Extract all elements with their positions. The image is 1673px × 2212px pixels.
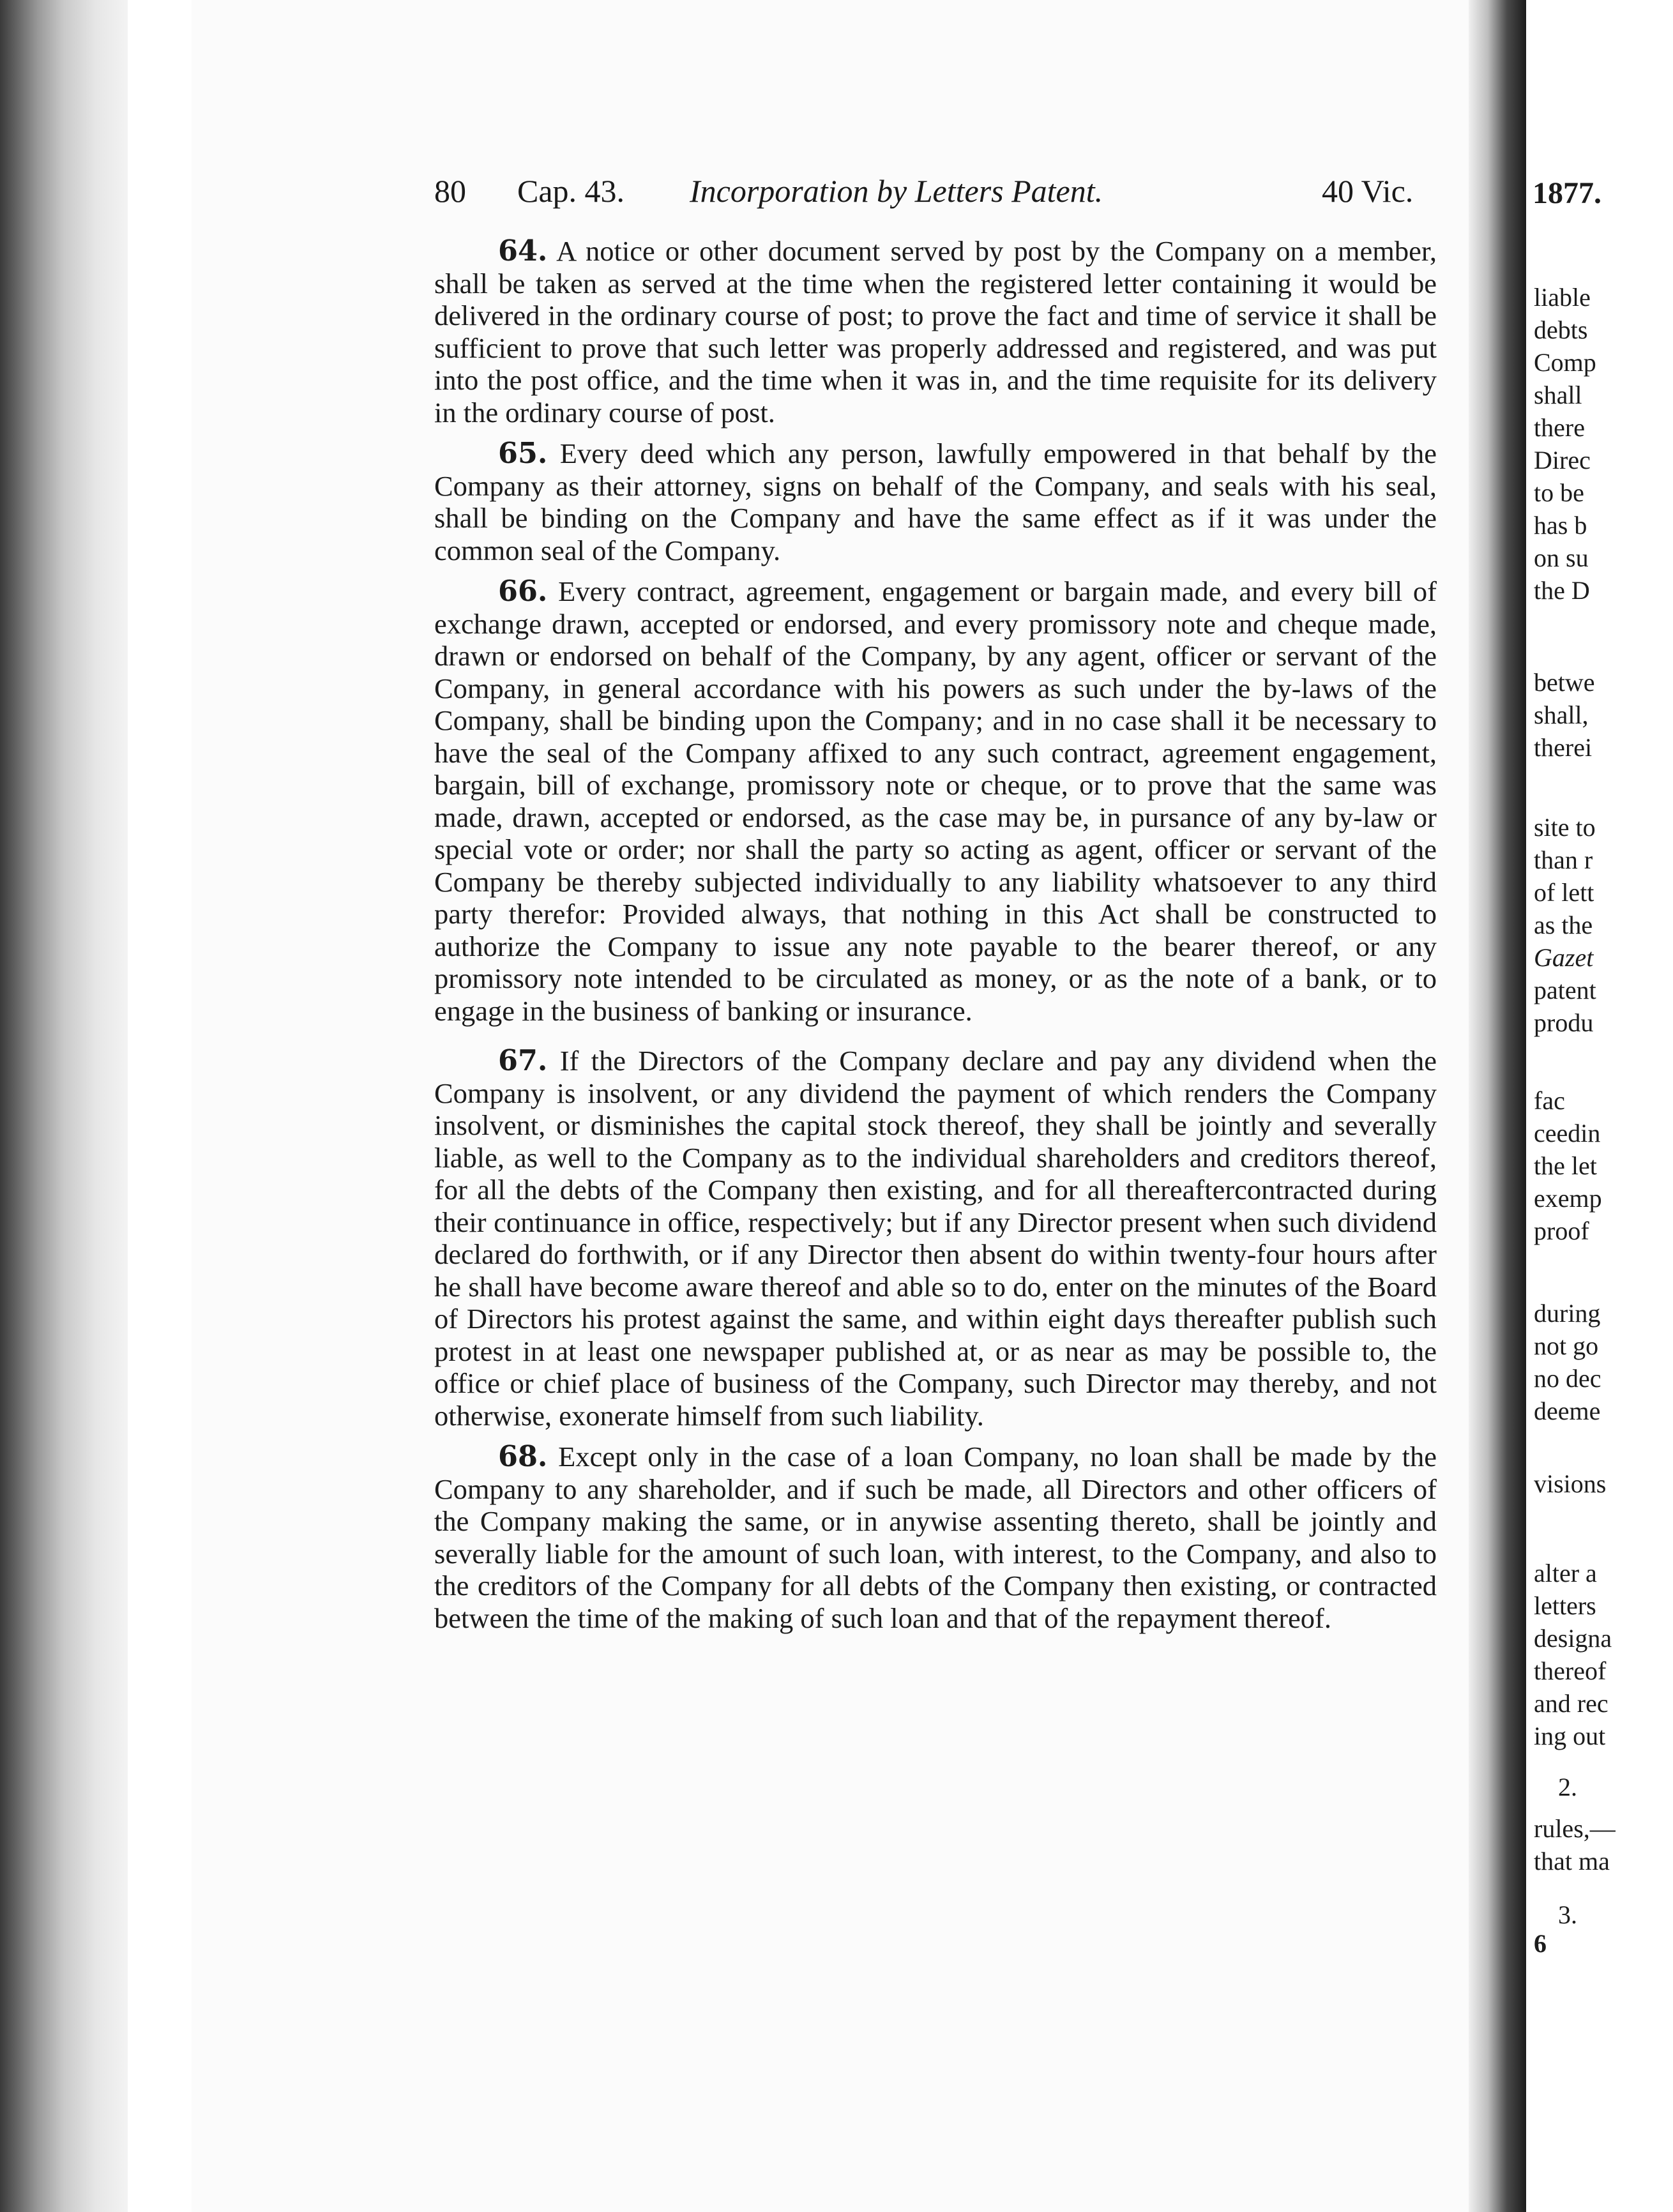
section-text: Except only in the case of a loan Company, no loan shall be made by the Company to any shareholder, and if such be made, all Directors and other officers of the Company making the same, or in anywise assenting thereto, shall be jointly and severally liable for the amount of such loan, with interest, to the Company, and also to the creditors of the Company for all debts of the Company then existing, or contracted between the time of the making of such loan and that of the repayment thereof. <box>434 1441 1437 1634</box>
facing-line: to be <box>1534 478 1584 507</box>
facing-line: on su <box>1534 543 1589 572</box>
facing-line: patent <box>1534 976 1596 1004</box>
facing-line: proof <box>1534 1216 1589 1245</box>
facing-line: betwe <box>1534 668 1595 697</box>
facing-line: rules,— <box>1534 1814 1616 1843</box>
facing-line: designa <box>1534 1624 1612 1653</box>
facing-line: there <box>1534 413 1585 442</box>
facing-line: site to <box>1534 813 1596 842</box>
section-65 <box>434 437 1437 566</box>
main-text <box>434 235 1437 1643</box>
facing-line: and rec <box>1534 1689 1609 1718</box>
facing-line: Gazet <box>1534 943 1594 972</box>
facing-line: has b <box>1534 511 1587 540</box>
book-gutter <box>1469 0 1526 2212</box>
facing-line: visions <box>1534 1469 1607 1498</box>
facing-line: Comp <box>1534 348 1596 377</box>
section-text: Every contract, agreement, engagement or bargain made, and every bill of exchange drawn, accepted or endorsed, and every promissory note and cheque made, drawn or endorsed on behalf of the Company, by any agent, officer or servant of the Company, in general accordance with his powers as such under the by-laws of the Company, shall be binding upon the Company; and in no case shall it be necessary to have the seal of the Company affixed to any such contract, agreement engagement, bargain, bill of exchange, promissory note or cheque, or to prove that the same was made, drawn, accepted or endorsed, as the case may be, in pursance of any by-law or special vote or order; nor shall the party so acting as agent, officer or servant of the Company be thereby subjected individually to any liability whatsoever to any third party therefor: Provided always, that nothing in this Act shall be constructed to authorize the Company to issue any note payable to the bearer thereof, or any promissory note intended to be circulated as money, or as the note of a bank, or to engage in the business of banking or insurance. <box>434 575 1437 1027</box>
facing-line: no dec <box>1534 1364 1601 1393</box>
facing-page-year: 1877. <box>1533 176 1601 210</box>
section-67 <box>434 1045 1437 1432</box>
facing-line: the D <box>1534 576 1590 605</box>
running-header <box>434 172 1437 211</box>
section-text: Every deed which any person, lawfully empowered in that behalf by the Company as their attorney, signs on behalf of the Company, and seals with his seal, shall be binding on the Company and have the same effect as if it was under the common seal of the Company. <box>434 437 1437 566</box>
section-number: 66. <box>498 575 548 608</box>
running-title: Incorporation by Letters Patent. <box>690 173 1103 209</box>
facing-line: deeme <box>1534 1397 1601 1425</box>
facing-line: 6 <box>1534 1929 1547 1958</box>
section-64 <box>434 235 1437 428</box>
facing-line: of lett <box>1534 878 1594 907</box>
facing-line: the let <box>1534 1151 1597 1180</box>
facing-line: letters <box>1534 1591 1596 1620</box>
section-text: If the Directors of the Company declare and pay any dividend when the Company is insolvent, or any dividend the payment of which renders the Company insolvent, or disminishes the capital stock thereof, they shall be jointly and severally liable, as well to the Company as to the individual shareholders and creditors thereof, for all the debts of the Company then existing, and for all thereaftercontracted during their continuance in office, respectively; but if any Director present when such dividend declared do forthwith, or if any Director then absent do within twenty-four hours after he shall have become aware thereof and able so to do, enter on the minutes of the Board of Directors his protest against the same, and within eight days thereafter publish such protest in at least one newspaper published at, or as near as may be possible to, the office or chief place of business of the Company, such Director may thereby, and not otherwise, exonerate himself from such liability. <box>434 1045 1437 1432</box>
section-66 <box>434 575 1437 1027</box>
facing-line: 3. <box>1558 1900 1577 1929</box>
facing-line: liable <box>1534 283 1591 312</box>
facing-line: produ <box>1534 1008 1594 1037</box>
facing-line: fac <box>1534 1086 1565 1115</box>
facing-line: debts <box>1534 315 1588 344</box>
facing-line: during <box>1534 1299 1601 1328</box>
facing-line: that ma <box>1534 1847 1610 1875</box>
facing-line: ceedin <box>1534 1119 1601 1148</box>
page-number: 80 <box>434 173 466 209</box>
chapter-label: Cap. 43. <box>517 173 625 209</box>
facing-page <box>1526 0 1673 2212</box>
regnal-year: 40 Vic. <box>1322 173 1414 209</box>
facing-line: 2. <box>1558 1773 1577 1801</box>
facing-line: Direc <box>1534 446 1591 474</box>
section-text: A notice or other document served by post by the Company on a member, shall be taken as served at the time when the registered letter containing it would be delivered in the ordinary course of post; to prove the fact and time of service it shall be sufficient to prove that such letter was properly addressed and registered, and was put into the post office, and the time when it was in, and the time requisite for its delivery in the ordinary course of post. <box>434 235 1437 428</box>
book-edge <box>0 0 128 2212</box>
section-number: 67. <box>498 1044 548 1077</box>
facing-line: alter a <box>1534 1559 1597 1587</box>
facing-line: shall <box>1534 381 1582 409</box>
facing-line: therei <box>1534 733 1593 762</box>
section-number: 65. <box>498 437 548 470</box>
facing-line: ing out <box>1534 1722 1606 1750</box>
facing-line: exemp <box>1534 1184 1602 1213</box>
facing-line: thereof <box>1534 1656 1607 1685</box>
facing-line: not go <box>1534 1331 1599 1360</box>
section-number: 68. <box>498 1440 548 1473</box>
facing-line: than r <box>1534 845 1593 874</box>
section-number: 64. <box>498 234 548 268</box>
facing-line: shall, <box>1534 701 1589 729</box>
section-68 <box>434 1441 1437 1634</box>
facing-line: as the <box>1534 911 1593 939</box>
